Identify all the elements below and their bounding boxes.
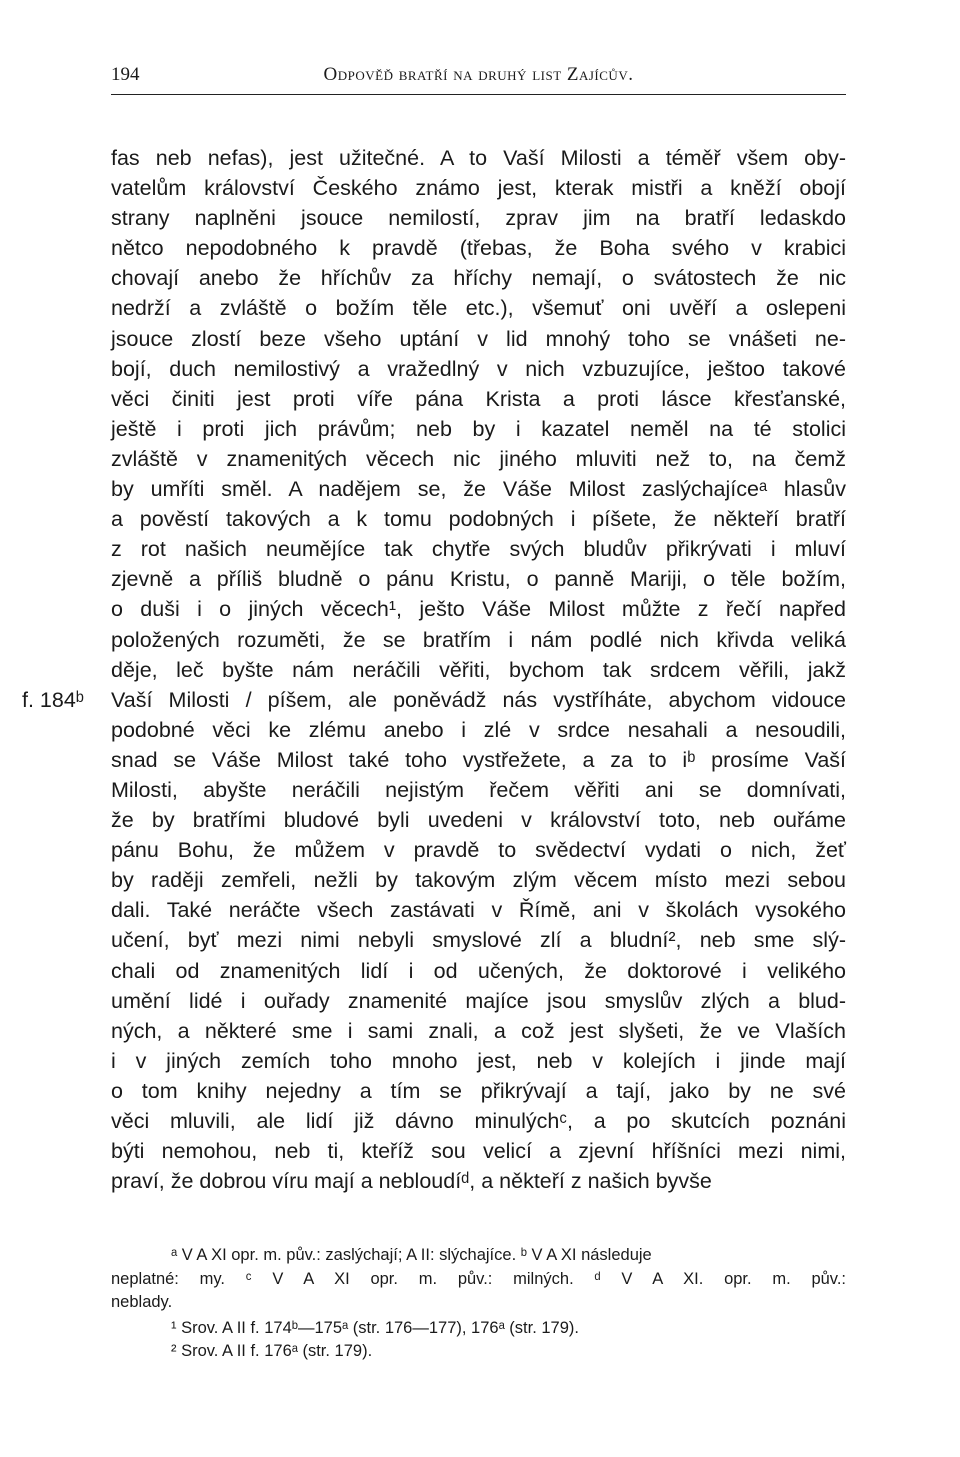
- text-line: strany naplněni jsouce nemilostí, zprav jim na bratří ledaskdo: [111, 206, 846, 231]
- text-line: o tom knihy nejedny a tím se přikrývají a tají, jako by ne své: [111, 1078, 846, 1103]
- text-line: podobné věci ke zlému anebo i zlé v srdce nesahali a nesoudili,: [111, 717, 846, 742]
- text-line: chovají anebo že hříchův za hříchy nemají, o svátostech že nic: [111, 266, 846, 291]
- text-line: by raději zemřeli, nežli by takovým zlým věcem místo mezi sebou: [111, 868, 846, 893]
- body-text: [111, 143, 846, 1196]
- text-line: Vaší Milosti / píšem, ale poněvádž nás vystříháte, abychom vidouce: [111, 687, 846, 712]
- text-line: nětco nepodobného k pravdě (třebas, že Boha svého v krabici: [111, 236, 846, 261]
- footnotes: [111, 1244, 846, 1364]
- text-line: chali od znamenitých lidí i od učených, že doktorové i velikého: [111, 958, 846, 983]
- running-title: Odpověď bratří na druhý list Zajícův.: [323, 64, 634, 85]
- text-line: by umříti směl. A nadějem se, že Váše Milost zaslýchajíceᵃ hlasův: [111, 477, 846, 502]
- text-line: Milosti, abyšte neráčili nejistým řečem věřiti ani se domnívati,: [111, 777, 846, 802]
- text-line: fas neb nefas), jest užitečné. A to Vaší Milosti a téměř všem oby-: [111, 146, 846, 170]
- text-line: praví, že dobrou víru mají a nebloudíᵈ, a někteří z našich byvše: [111, 1169, 712, 1194]
- text-line: dali. Také neráčte všech zastávati v Římě, ani v školách vysokého: [111, 898, 846, 923]
- text-line: věci činiti jest proti víře pána Krista a proti lásce křesťanské,: [111, 386, 846, 411]
- footnote-line: ¹ Srov. A II f. 174ᵇ—175ᵃ (str. 176—177), 176ᵃ (str. 179).: [171, 1318, 579, 1337]
- text-line: i v jiných zemích toho mnoho jest, neb v kolejích i jinde mají: [111, 1048, 846, 1073]
- page-header: [111, 60, 846, 90]
- text-line: jsouce zlostí beze všeho uptání v lid mnohý toho se vnášeti ne-: [111, 326, 846, 351]
- text-line: snad se Váše Milost také toho vystřežete, a za to iᵇ prosíme Vaší: [111, 747, 846, 772]
- text-line: býti nemohou, neb ti, kteříž sou velicí a zjevní hříšníci mezi nimi,: [111, 1139, 846, 1164]
- text-line: zvláště v znamenitých věcech nic jiného mluviti než to, na čemž: [111, 446, 846, 471]
- text-line: děje, leč byšte nám neráčili věřiti, bychom tak srdcem věřili, jakž: [111, 657, 846, 682]
- folio-margin-note: f. 184ᵇ: [22, 688, 84, 712]
- text-line: učení, byť mezi nimi nebyli smyslové zlí a bludní², neb sme slý-: [111, 928, 846, 953]
- text-line: věci mluvili, ale lidí již dávno minulýchᶜ, a po skutcích poznáni: [111, 1109, 846, 1133]
- header-rule: [111, 94, 846, 95]
- footnote-line: ² Srov. A II f. 176ᵃ (str. 179).: [171, 1342, 373, 1360]
- text-line: bojí, duch nemilostivý a vražedlný v nich vzbuzujíce, ještoo takové: [111, 356, 846, 381]
- footnote-line: neblady.: [111, 1293, 173, 1311]
- text-line: ještě i proti jich právům; neb by i kazatel neměl na té stolici: [111, 416, 846, 441]
- text-line: a pověstí takových a k tomu podobných i píšete, že někteří bratří: [111, 507, 846, 532]
- text-line: vatelům království Českého známo jest, kterak mistři a kněží obojí: [111, 176, 846, 201]
- text-line: zjevně a příliš bludně o pánu Kristu, o panně Mariji, o těle božím,: [111, 567, 846, 592]
- text-line: ných, a některé sme i sami znali, a což jest slyšeti, že ve Vlaších: [111, 1018, 846, 1043]
- footnote-line: neplatné: my. ᶜ V A XI opr. m. pův.: milných. ᵈ V A XI. opr. m. pův.:: [111, 1269, 846, 1288]
- text-line: že by bratřími bludové byli uvedeni v království toto, neb ouřáme: [111, 808, 846, 833]
- footnote-line: ᵃ V A XI opr. m. pův.: zaslýchají; A II: slýchajíce. ᵇ V A XI následuje: [171, 1246, 652, 1264]
- page-number: 194: [111, 64, 140, 85]
- text-line: pánu Bohu, že můžem v pravdě to svědectví vydati o nich, žeť: [111, 838, 846, 863]
- text-line: z rot našich neumějíce tak chytře svých bludův přikrývati i mluví: [111, 537, 846, 562]
- text-line: položených rozuměti, že se bratřím i nám podlé nich křivda veliká: [111, 627, 846, 652]
- text-line: nedrží a zvláště o božím těle etc.), všemuť oni uvěří a oslepeni: [111, 296, 846, 321]
- text-line: o duši i o jiných věcech¹, ješto Váše Milost můžte z řečí napřed: [111, 597, 846, 622]
- text-line: umění lidé i ouřady znamenité majíce jsou smyslův zlých a blud-: [111, 988, 846, 1013]
